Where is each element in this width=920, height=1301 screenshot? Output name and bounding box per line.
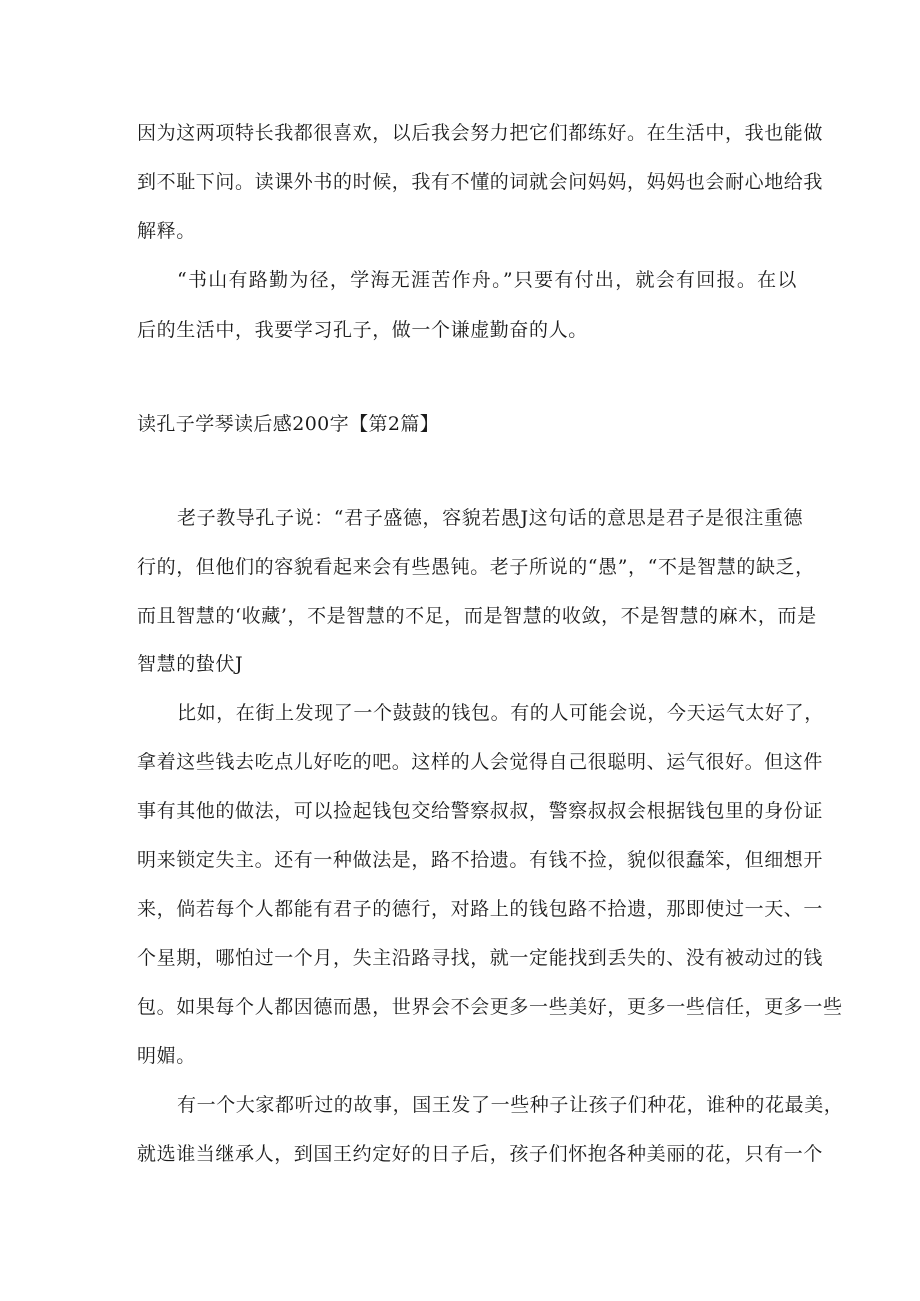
paragraph-4-line-2: 拿着这些钱去吃点儿好吃的吧。这样的人会觉得自己很聪明、运气很好。但这件 — [137, 751, 824, 773]
paragraph-3-line-1: 老子教导孔子说：“君子盛德，容貌若愚J这句话的意思是君子是很注重德 — [177, 507, 804, 529]
paragraph-4-line-5: 来，倘若每个人都能有君子的德行，对路上的钱包路不拾遗，那即使过一天、一 — [137, 898, 824, 920]
paragraph-3-line-4: 智慧的蛰伏J — [137, 653, 244, 675]
paragraph-4-line-8: 明媚。 — [137, 1045, 196, 1067]
paragraph-2-line-1: “书山有路勤为径，学海无涯苦作舟。”只要有付出，就会有回报。在以 — [177, 269, 797, 291]
paragraph-4-line-7: 包。如果每个人都因德而愚，世界会不会更多一些美好，更多一些信任，更多一些 — [137, 996, 843, 1018]
paragraph-5-line-2: 就选谁当继承人，到国王约定好的日子后，孩子们怀抱各种美丽的花，只有一个 — [137, 1143, 824, 1165]
paragraph-5-line-1: 有一个大家都听过的故事，国王发了一些种子让孩子们种花，谁种的花最美， — [177, 1094, 844, 1116]
paragraph-3-line-3: 而且智慧的‘收藏’，不是智慧的不足，而是智慧的收敛，不是智慧的麻木，而是 — [137, 605, 817, 627]
paragraph-4-line-4: 明来锁定失主。还有一种做法是，路不拾遗。有钱不捡，貌似很蠢笨，但细想开 — [137, 849, 824, 871]
paragraph-1-line-3: 解释。 — [137, 220, 196, 242]
paragraph-4-line-3: 事有其他的做法，可以捡起钱包交给警察叔叔，警察叔叔会根据钱包里的身份证 — [137, 800, 824, 822]
paragraph-2-line-2: 后的生活中，我要学习孔子，做一个谦虚勤奋的人。 — [137, 319, 588, 341]
paragraph-4-line-1: 比如，在街上发现了一个鼓鼓的钱包。有的人可能会说，今天运气太好了， — [177, 702, 824, 724]
section-heading: 读孔子学琴读后感200字【第2篇】 — [137, 413, 440, 435]
paragraph-3-line-2: 行的，但他们的容貌看起来会有些愚钝。老子所说的“愚”，“不是智慧的缺乏， — [137, 556, 815, 578]
paragraph-4-line-6: 个星期，哪怕过一个月，失主沿路寻找，就一定能找到丢失的、没有被动过的钱 — [137, 947, 824, 969]
paragraph-1-line-1: 因为这两项特长我都很喜欢，以后我会努力把它们都练好。在生活中，我也能做 — [137, 122, 824, 144]
paragraph-1-line-2: 到不耻下问。读课外书的时候，我有不懂的词就会问妈妈，妈妈也会耐心地给我 — [137, 171, 824, 193]
